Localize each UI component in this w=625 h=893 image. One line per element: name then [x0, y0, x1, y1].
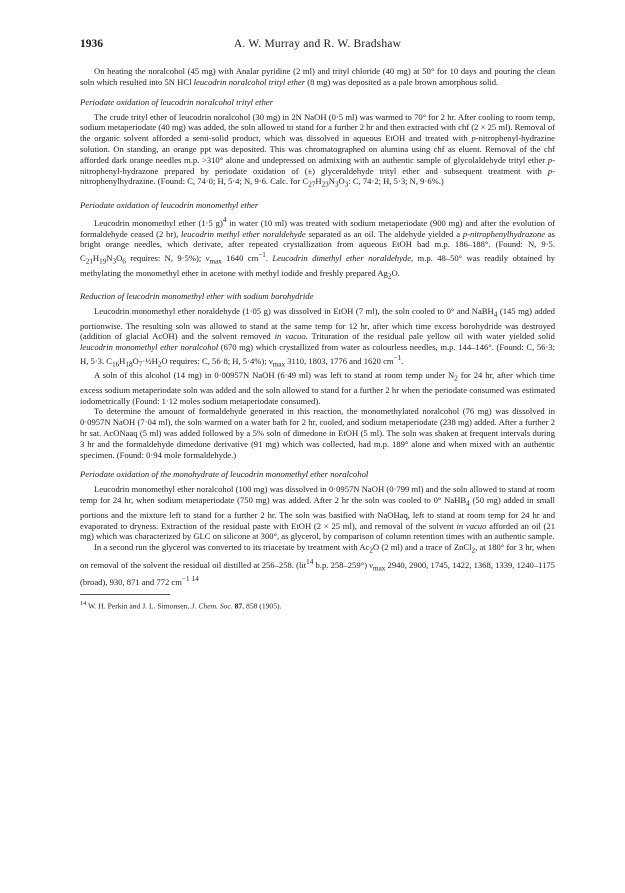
section-heading: Periodate oxidation of the monohydrate of leucodrin monomethyl ether noralcohol — [80, 469, 369, 480]
body-paragraph: Leucodrin monomethyl ether (1·5 g)$^4$ in water (10 ml) was treated with sodium metaperiodate (900 mg) and after the evolution of formaldehyde ceased (2 hr), leucodrin methyl ether noraldehyde separated as an oil. The aldehyde yielded a p-nitrophenylhydrazone as bright orange needles, which derivate, after repeated crystallization from aqueous EtOH had m.p. 186–188°. (Found: N, 9·5. $C_{21}H_{19}N_3O_6$ requires: N, 9·5%); $\nu_{max}$ 1640 $cm^{-1}$. Leucodrin dimethyl ether noraldehyde, m.p. 48–50° was readily obtained by methylating the monomethyl ether in acetone with methyl iodide and freshly prepared $Ag_2O$. — [80, 215, 555, 281]
running-header — [80, 38, 555, 50]
author-line: A. W. Murray and R. W. Bradshaw — [233, 38, 402, 50]
footnote-divider — [80, 594, 170, 595]
section-heading: Periodate oxidation of leucodrin monomethyl ether — [80, 199, 259, 210]
paper-page — [80, 38, 555, 612]
body-paragraph: In a second run the glycerol was converted to its triacetate by treatment with $Ac_2O$ (2 ml) and a trace of ZnCl$_2$, at 180° for 3 hr, when on removal of the solvent the residual oil distilled at 256–258. (lit$^{14}$ b.p. 258–259°) $\nu_{max}$ 2940, 2900, 1745, 1422, 1368, 1339, 1240–1175 (broad), 930, 871 and 772 $cm^{-1}$ $^{14}$ — [80, 542, 555, 587]
body-paragraph: A soln of this alcohol (14 mg) in 0·00957N NaOH (6·49 ml) was left to stand at room temp under $N_2$ for 24 hr, after which time excess sodium metaperiodate soln was added and the soln allowed to stand for a further 2 hr when the periodate consumed was estimated iodometrically (Found: 1·12 moles sodium metaperiodate consumed). — [80, 370, 555, 406]
section-heading: Reduction of leucodrin monomethyl ether with sodium borohydride — [80, 291, 314, 302]
section-heading: Periodate oxidation of leucodrin noralcohol trityl ether — [80, 96, 274, 107]
page-number: 1936 — [80, 38, 103, 50]
body-paragraph: Leucodrin monomethyl ether noralcohol (100 mg) was dissolved in 0·0957N NaOH (0·799 ml) and the soln allowed to stand at room temp for 24 hr, when sodium metaperiodate (750 mg) was added. After 2 hr the soln was cooled to 0° NaHB$_4$ (50 mg) added in small portions and the mixture left to stand for a further 2 hr. The soln was basified with NaOHaq, left to stand at room temp for 24 hr and evaporated to dryness. Extraction of the residual paste with EtOH (2 × 25 ml), and removal of the solvent in vacuo afforded an oil (21 mg) which was characterized by GLC on silicone at 300°, as glycerol, by comparison of column retention times with an authentic sample. — [80, 484, 555, 542]
body-paragraph: The crude trityl ether of leucodrin noralcohol (30 mg) in 2N NaOH (0·5 ml) was warmed to 70° for 2 hr. After cooling to room temp, sodium metaperiodate (40 mg) was added, the soln allowed to stand for a further 2 hr and then extracted with chf (2 × 25 ml). Removal of the organic solvent afforded a semi-solid product, which was dissolved in aqueous EtOH and treated with p-nitrophenyl-hydrazine solution. On standing, an orange ppt was deposited. This was chromatographed on alumina using chf as eluent. Removal of the chf afforded dark orange needles m.p. >310° alone and undepressed on admixing with an authentic sample of glycolaldehyde trityl ether p-nitrophenyl-hydrazone prepared by periodate oxidation of (±) glyceraldehyde trityl ether and subsequent treatment with p-nitrophenylhydrazine. (Found: C, 74·0; H, 5·4; N, 9·6. Calc. for $C_{27}H_{23}N_3O_3$: C, 74·2; H, 5·3; N, 9·6%.) — [80, 111, 555, 190]
article-body — [80, 66, 555, 588]
body-paragraph: Leucodrin monomethyl ether noraldehyde (1·05 g) was dissolved in EtOH (7 ml), the soln cooled to 0° and NaBH$_4$ (145 mg) added portionwise. The resulting soln was allowed to stand at the same temp for 12 hr, after which time excess borohydride was destroyed (addition of glacial AcOH) and the solvent removed in vacuo. Trituration of the residual pale yellow oil with water yielded solid leucodrin monomethyl ether noralcohol (670 mg) which crystallized from water as colourless needles, m.p. 144–146°. (Found: C, 56·3; H, 5·3. $C_{16}H_{18}O_7\cdot\frac{1}{2}H_2O$ requires: C, 56·8; H, 5·4%); $\nu_{max}$ 3110, 1803, 1776 and 1620 $cm^{-1}$. — [80, 306, 555, 369]
footnote: $^{14}$ W. H. Perkin and J. L. Simonsen, J. Chem. Soc. 87, 858 (1905). — [80, 599, 282, 611]
body-paragraph: To determine the amount of formaldehyde generated in this reaction, the monomethylated noralcohol (76 mg) was dissolved in 0·0957N NaOH (7·04 ml), the soln warmed on a water bath for 2 hr, cooled, and sodium metaperiodate (238 mg) added. After a further 2 hr sat. AcONaaq (5 ml) was added followed by a 5% soln of dimedone in EtOH (5 ml). The soln was shaken at frequent intervals during 3 hr and the formaldehyde dimedone derivative (91 mg) which was collected, had m.p. 189° alone and when mixed with an authentic specimen. (Found: 0·94 mole formaldehyde.) — [80, 406, 555, 460]
body-paragraph: On heating the noralcohol (45 mg) with Analar pyridine (2 ml) and trityl chloride (40 mg) at 50° for 10 days and pouring the clean soln which resulted into 5N HCl leucodrin noralcohol trityl ether (8 mg) was deposited as a pale brown amorphous solid. — [80, 66, 555, 87]
